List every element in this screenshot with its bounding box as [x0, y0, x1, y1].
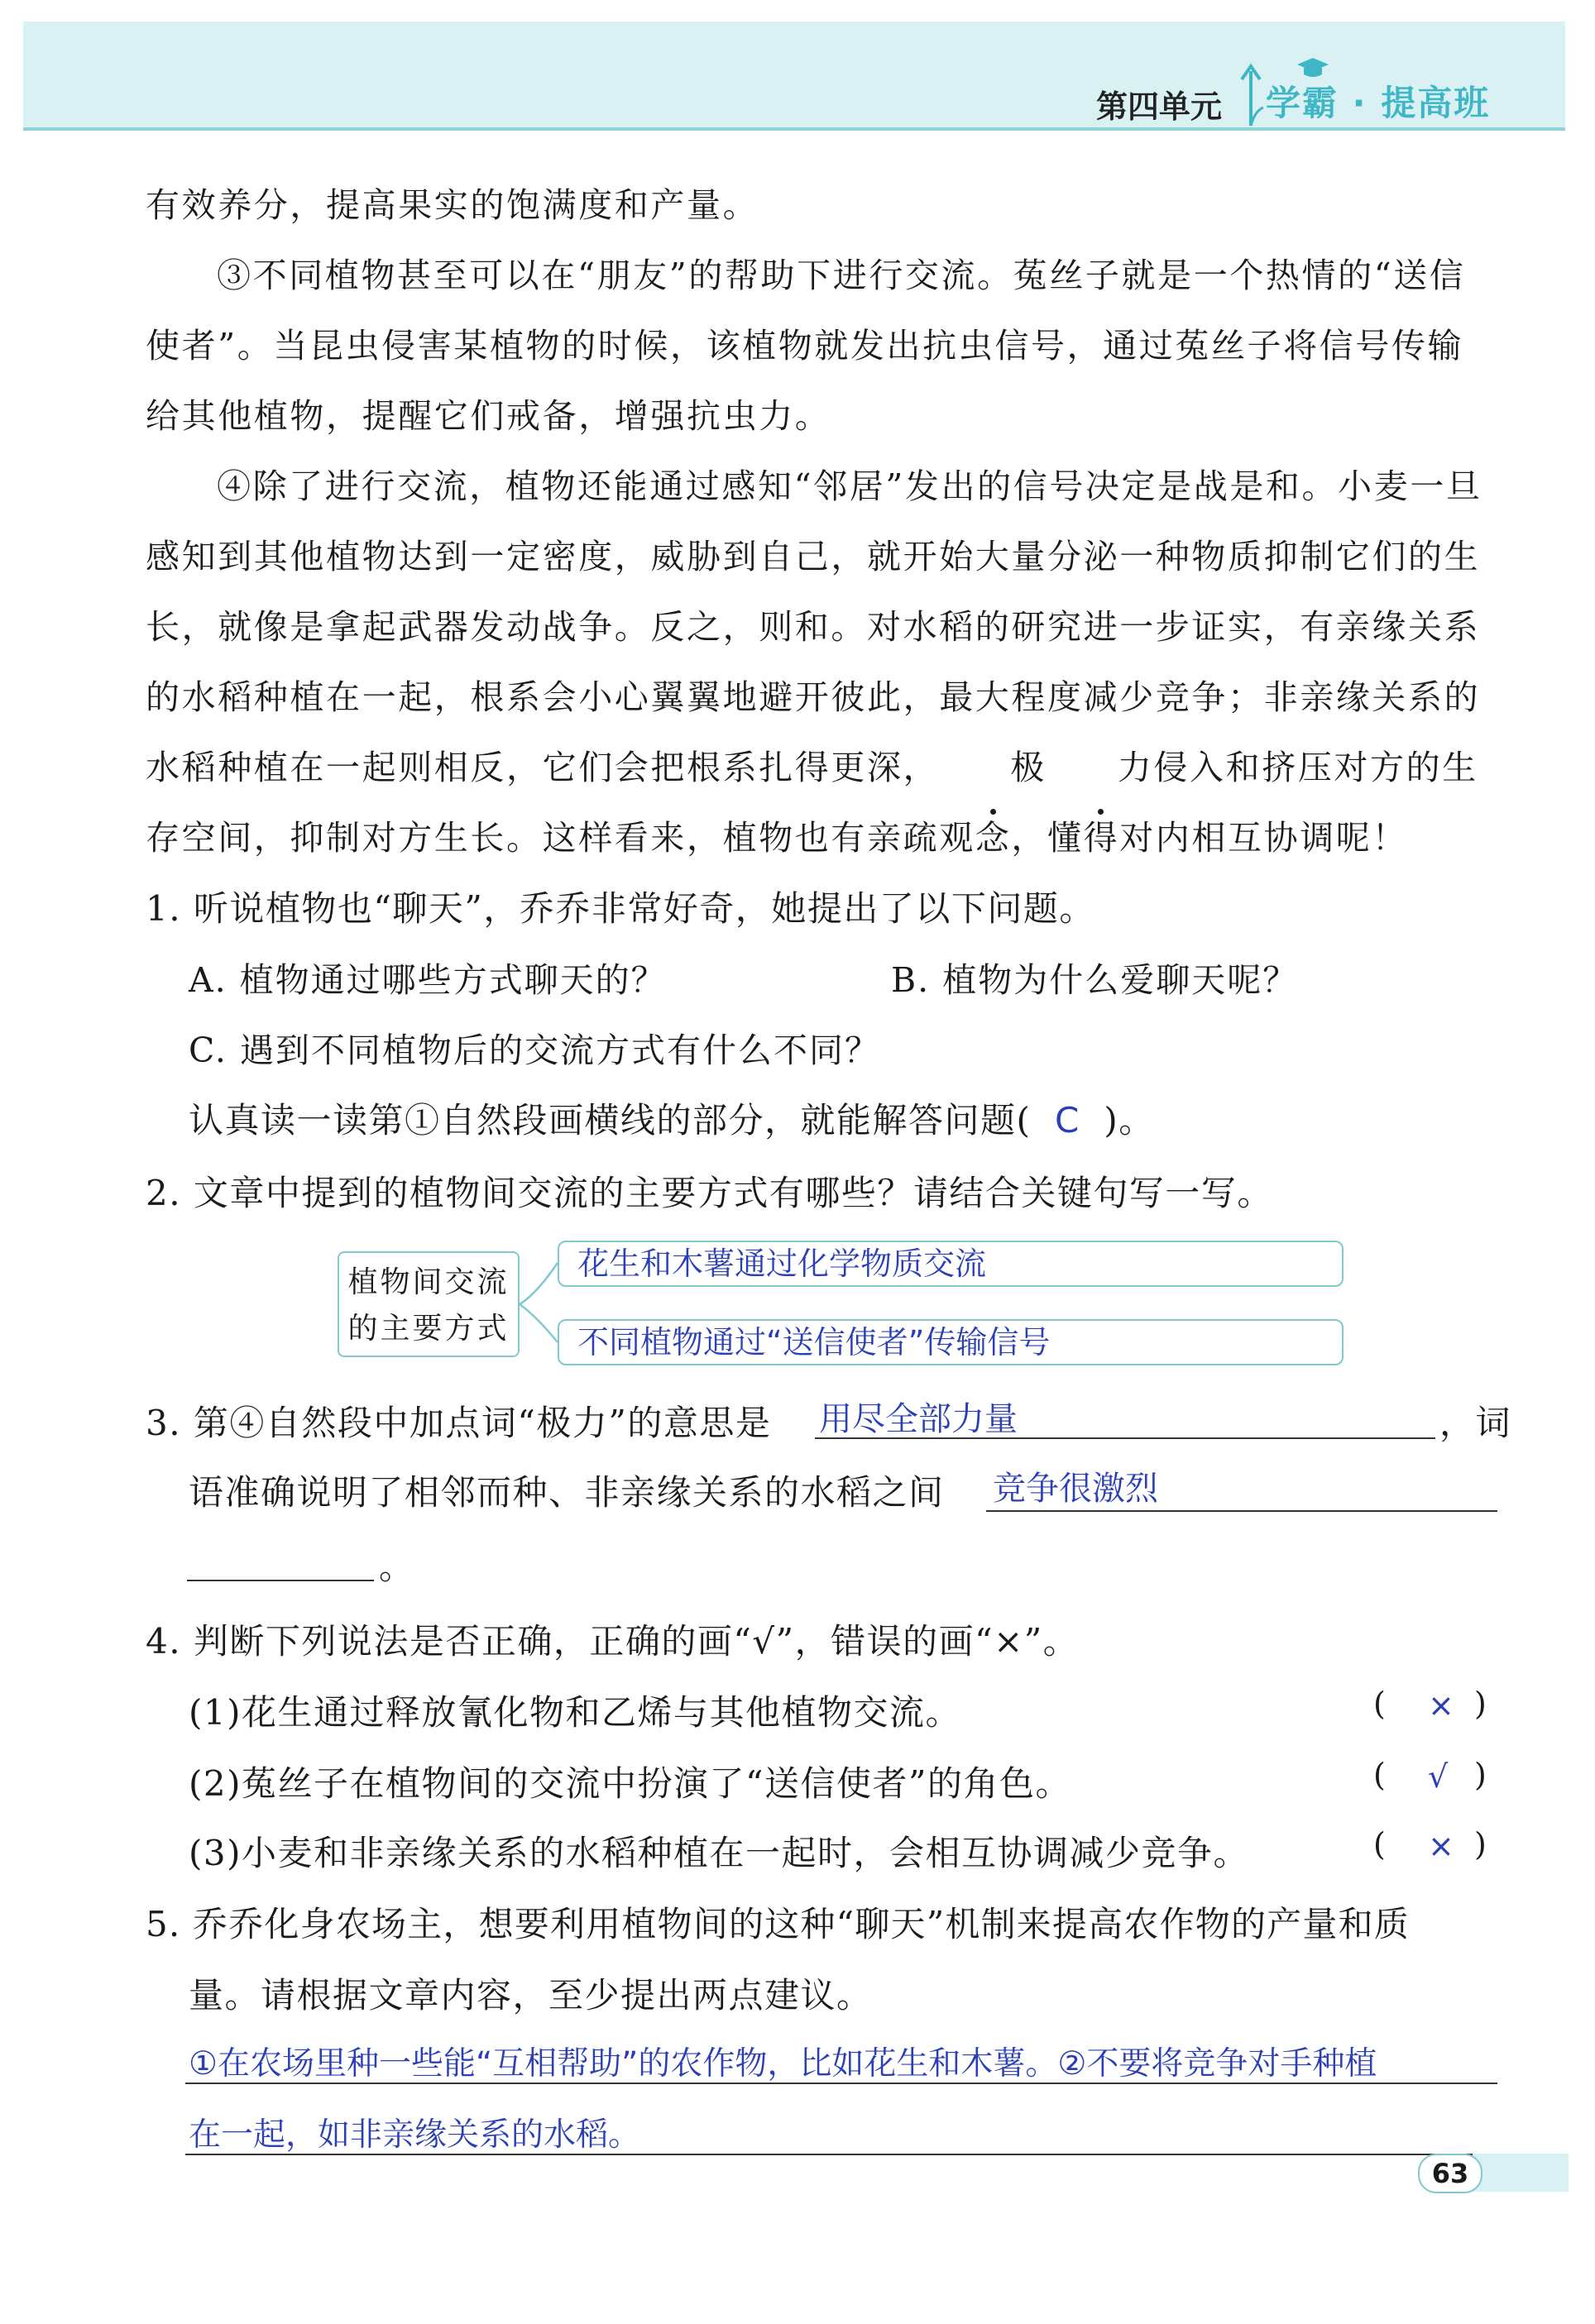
mark-1-close: ): [1474, 1686, 1487, 1722]
ask-close: )。: [1104, 1100, 1155, 1140]
unit-label: 第四单元: [1096, 88, 1223, 125]
question-3-comma: ，词: [1439, 1403, 1512, 1443]
page-number: 63: [1418, 2154, 1482, 2193]
answer-jili-meaning: 用尽全部力量: [819, 1400, 1018, 1438]
answer-underline: [187, 1580, 374, 1581]
arrow-up-icon: [1237, 61, 1265, 127]
p4-text-before: ④除了进行交流，植物还能通过感知“邻居”发出的信号决定是战是和。小麦一旦感知到其他植物达到一定密度，威胁到自己，就开始大量分泌一种物质抑制它们的生长，就像是拿起武器发动战争。反之，则和。对水稻的研究进一步证实，有亲缘关系的水稻种植在一起，根系会小心翼翼地避开彼此，最大程度减少竞争；非亲缘关系的水稻种植在一起则相反，它们会把根系扎得更深，: [146, 466, 1482, 787]
mark-2-open: (: [1373, 1757, 1386, 1793]
answer-underline: [815, 1437, 1435, 1439]
statement-1: (1)花生通过释放氰化物和乙烯与其他植物交流。: [189, 1692, 961, 1733]
answer-method-2: 不同植物通过“送信使者”传输信号: [558, 1319, 1344, 1365]
answer-underline: [986, 1510, 1497, 1512]
answer-underline: [185, 2154, 1497, 2155]
answer-suggestion-2: 在一起，如非亲缘关系的水稻。: [189, 2116, 641, 2154]
answer-c: C: [1054, 1100, 1080, 1140]
question-1-ask: [189, 1093, 1155, 1143]
question-1-stem: 1. 听说植物也“聊天”，乔乔非常好奇，她提出了以下问题。: [146, 888, 1095, 929]
answer-underline: [185, 2083, 1497, 2084]
passage-paragraph-3: ③不同植物甚至可以在“朋友”的帮助下进行交流。菟丝子就是一个热情的“送信使者”。当昆虫侵害某植物的时候，该植物就发出抗虫信号，通过菟丝子将信号传输给其他植物，提醒它们戒备，增强抗虫力。: [146, 256, 1466, 436]
passage-paragraph-4: [146, 452, 1497, 873]
mark-1-open: (: [1373, 1686, 1386, 1722]
mark-2-close: ): [1474, 1757, 1487, 1793]
passage-paragraph-end: 有效养分，提高果实的饱满度和产量。: [146, 185, 759, 225]
question-3-line2: 语准确说明了相邻而种、非亲缘关系的水稻之间: [189, 1472, 945, 1513]
mark-1: ×: [1428, 1687, 1454, 1724]
question-5-stem-1: 5. 乔乔化身农场主，想要利用植物间的这种“聊天”机制来提高农作物的产量和质: [146, 1904, 1410, 1944]
answer-method-1: 花生和木薯通过化学物质交流: [558, 1241, 1344, 1287]
question-4-stem: 4. 判断下列说法是否正确，正确的画“√”，错误的画“×”。: [146, 1621, 1080, 1662]
mark-3-open: (: [1373, 1826, 1386, 1863]
mark-3-close: ): [1474, 1826, 1487, 1863]
p4-text-after: 侵入和挤压对方的生存空间，抑制对方生长。这样看来，植物也有亲疏观念，懂得对内相互协调呢！: [146, 748, 1478, 858]
page-tab: [1473, 2154, 1569, 2192]
answer-suggestion-1: ①在农场里种一些能“互相帮助”的农作物，比如花生和木薯。②不要将竞争对手种植: [189, 2045, 1377, 2083]
box-line-2: 的主要方式: [347, 1312, 510, 1346]
emphasized-char: 力: [1047, 733, 1154, 803]
brand-title: 学霸 · 提高班: [1266, 83, 1491, 123]
emphasized-char: 极: [939, 733, 1047, 803]
statement-2: (2)菟丝子在植物间的交流中扮演了“送信使者”的角色。: [189, 1763, 1071, 1804]
diagram-root-box: [338, 1251, 520, 1357]
option-c: C. 遇到不同植物后的交流方式有什么不同？: [189, 1030, 880, 1070]
option-a: A. 植物通过哪些方式聊天的？: [189, 960, 667, 1000]
option-b: B. 植物为什么爱聊天呢？: [891, 960, 1299, 1000]
question-2-stem: 2. 文章中提到的植物间交流的主要方式有哪些？请结合关键句写一写。: [146, 1173, 1273, 1213]
statement-3: (3)小麦和非亲缘关系的水稻种植在一起时，会相互协调减少竞争。: [189, 1833, 1249, 1873]
ask-text: 认真读一读第①自然段画横线的部分，就能解答问题(: [189, 1100, 1032, 1140]
question-5-stem-2: 量。请根据文章内容，至少提出两点建议。: [189, 1975, 873, 2016]
answer-competition: 竞争很激烈: [993, 1470, 1158, 1508]
box-line-1: 植物间交流: [347, 1265, 510, 1299]
mark-2: √: [1428, 1758, 1449, 1795]
mark-3: ×: [1428, 1828, 1454, 1864]
diagram-connector: [520, 1245, 561, 1369]
question-3-end: 。: [379, 1547, 415, 1587]
question-3-stem: 3. 第④自然段中加点词“极力”的意思是: [146, 1403, 772, 1443]
